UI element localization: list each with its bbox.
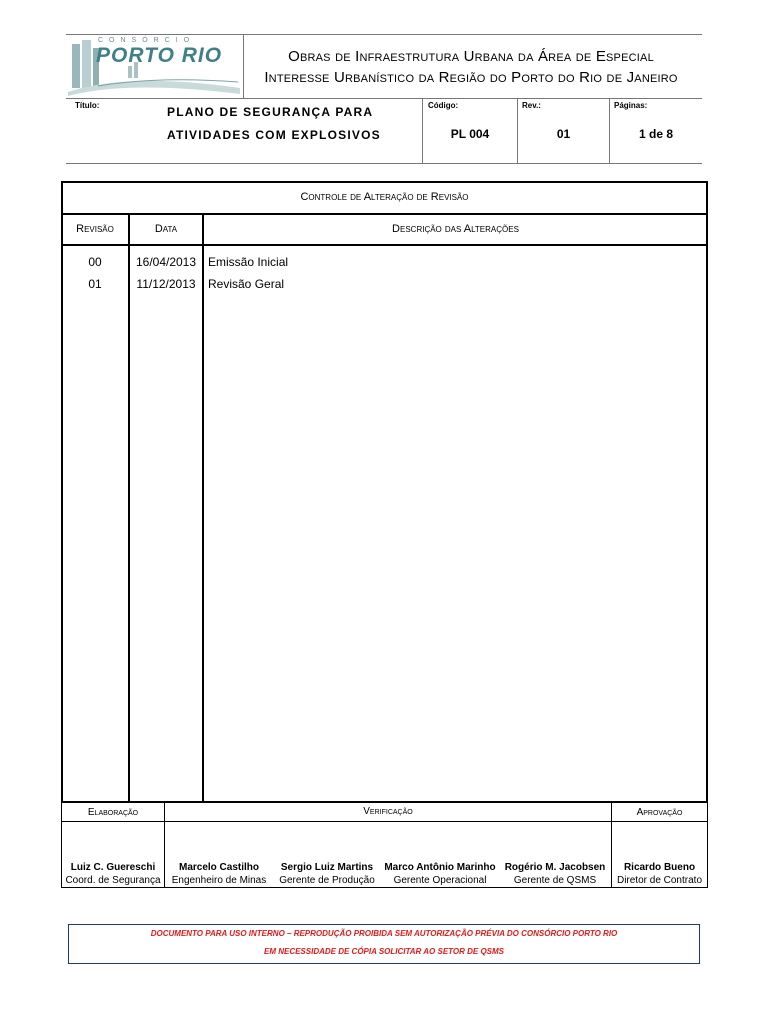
signer-role: Coord. de Segurança [65,875,161,886]
elaboracao-label: Elaboração [87,807,139,818]
paginas-value: 1 de 8 [638,127,674,141]
signer-role: Engenheiro de Minas [171,875,267,886]
aprovacao-label: Aprovação [636,807,683,818]
signer-role: Gerente Operacional [393,875,487,886]
signer-name: Sergio Luiz Martins [280,862,374,873]
signer-name: Marco Antônio Marinho [384,862,496,873]
header-title-line2: Interesse Urbanístico da Região do Porto do Rio de Janeiro [264,69,678,86]
table-row-revisao: 00 [88,255,102,269]
rev-label: Rev.: [522,101,541,110]
revision-control-title: Controle de Alteração de Revisão [300,191,469,203]
column-header-descricao: Descrição das Alterações [392,223,519,235]
table-row-data: 11/12/2013 [136,277,196,291]
footer-notice [68,924,700,964]
document-title-line2: ATIVIDADES COM EXPLOSIVOS [167,128,381,142]
signer-role: Gerente de Produção [279,875,375,886]
table-row-descricao: Emissão Inicial [208,255,289,269]
verificacao-label: Verificação [363,806,413,817]
signer-name: Marcelo Castilho [178,862,260,873]
header-title-line1: Obras de Infraestrutura Urbana da Área de Especial [288,48,654,65]
table-row-revisao: 01 [88,277,102,291]
footer-notice-line2: EM NECESSIDADE DE CÓPIA SOLICITAR AO SETOR DE QSMS [263,947,505,956]
codigo-label: Código: [428,101,459,110]
signer-name: Ricardo Bueno [623,862,696,873]
document-title-line1: PLANO DE SEGURANÇA PARA [167,105,374,119]
company-logo [68,36,240,96]
codigo-value: PL 004 [450,127,490,141]
table-row-data: 16/04/2013 [135,255,197,269]
signer-name: Rogério M. Jacobsen [504,862,606,873]
rev-value: 01 [556,127,571,141]
footer-notice-line1: DOCUMENTO PARA USO INTERNO – REPRODUÇÃO PROIBIDA SEM AUTORIZAÇÃO PRÉVIA DO CONSÓRCIO PORTO RIO [150,929,618,938]
signer-name: Luiz C. Guereschi [70,862,156,873]
table-row-descricao: Revisão Geral [208,277,285,291]
column-header-data: Data [154,223,178,235]
column-header-revisao: Revisão [76,223,114,235]
signer-role: Diretor de Contrato [616,875,703,886]
revision-control-table [61,181,708,803]
logo-subtitle: CONSÓRCIO [98,37,196,44]
paginas-label: Páginas: [614,101,648,110]
logo-title: PORTO RIO [96,44,223,67]
signer-role: Gerente de QSMS [513,875,597,886]
titulo-label: Título: [75,101,100,110]
